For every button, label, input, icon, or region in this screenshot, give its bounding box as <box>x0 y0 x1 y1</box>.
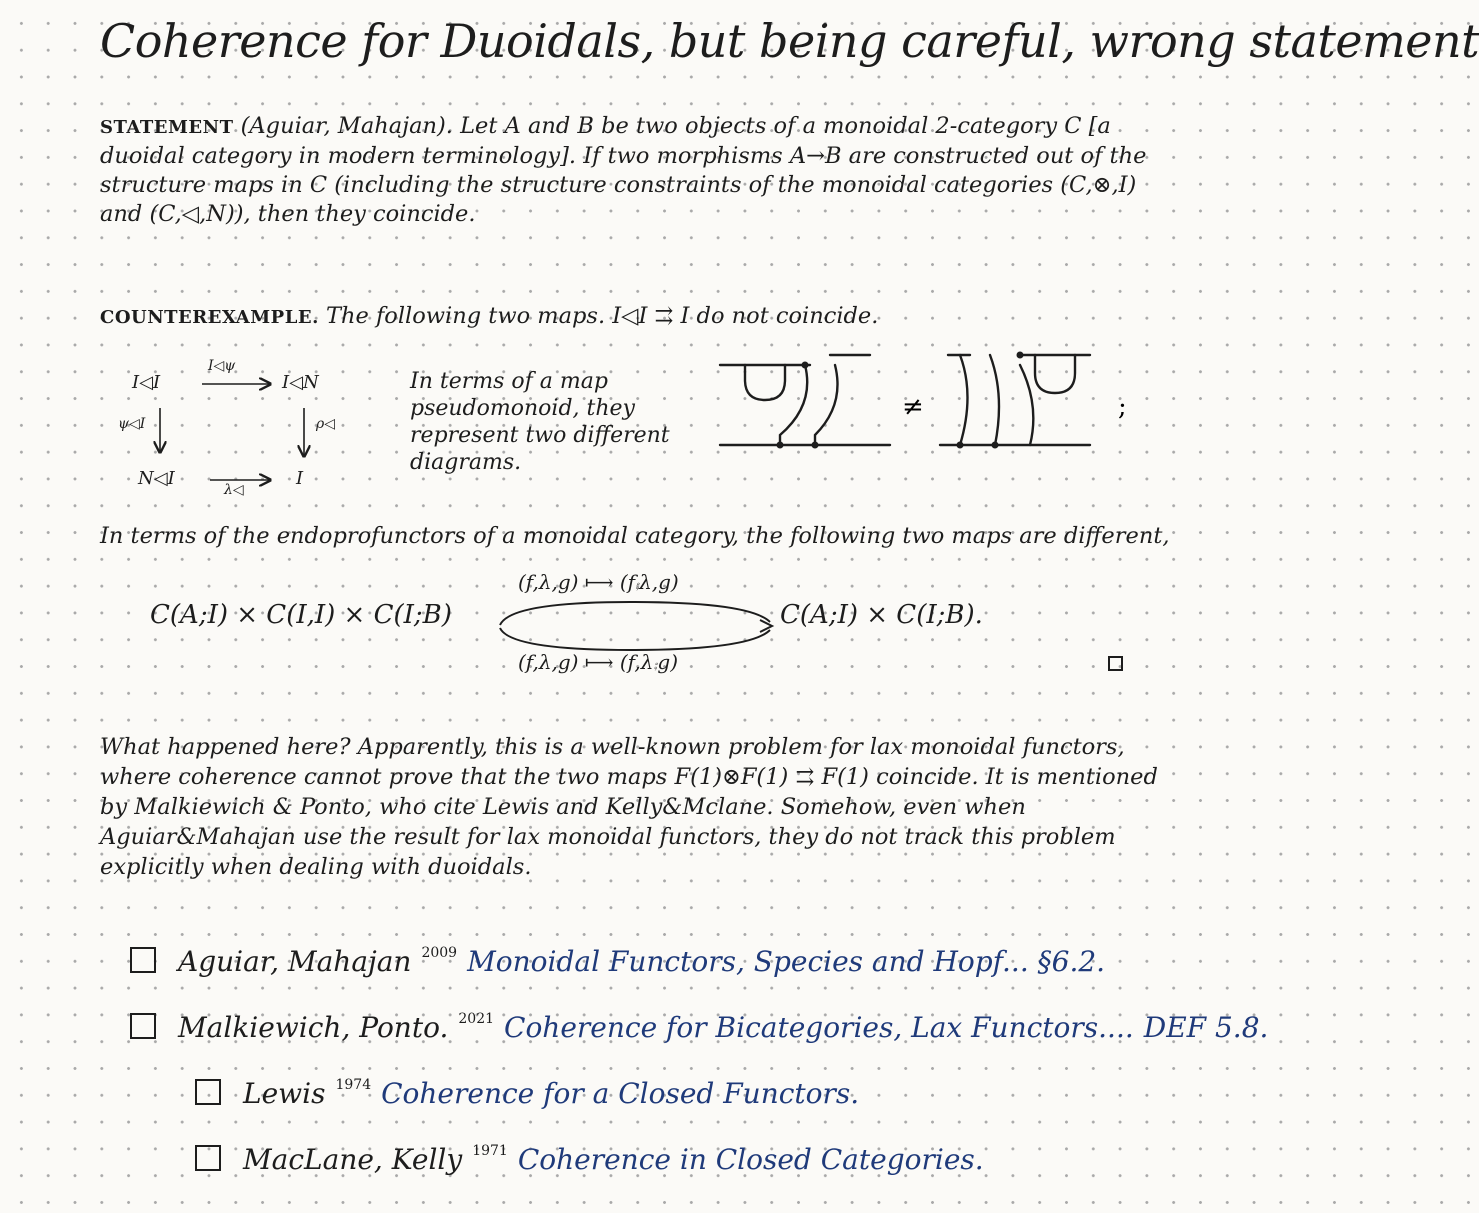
cd-bottom-right: I <box>296 468 304 489</box>
page-title: Coherence for Duoidals, but being careful, wrong statement <box>100 14 1479 68</box>
ref-year: 1974 <box>335 1077 372 1093</box>
reference-item[interactable] <box>195 1143 984 1176</box>
arrowhead <box>760 620 772 632</box>
string-right-strand-3 <box>1020 365 1033 445</box>
neq-symbol: ≠ <box>902 392 924 422</box>
string-left-cup <box>745 365 785 400</box>
formula-target: C(A;I) × C(I;B). <box>780 600 983 630</box>
cd-right-arrow-label: ρ◁ <box>316 416 335 432</box>
string-right-cup <box>1035 355 1075 393</box>
ref-authors: Lewis <box>243 1077 326 1110</box>
ref-year: 2009 <box>421 945 458 961</box>
cd-left-arrow-label: ψ◁I <box>118 416 146 432</box>
string-right-strand-2 <box>990 355 999 445</box>
qed-box <box>1108 656 1123 671</box>
top-arrow-label: (f,λ,g) ⟼ (f⨾λ,g) <box>518 570 679 594</box>
counterexample-text: The following two maps. I◁I ⇉ I do not coincide. <box>326 303 879 329</box>
checkbox[interactable] <box>130 1013 156 1039</box>
counterexample-line <box>100 302 1100 332</box>
ref-authors: MacLane, Kelly <box>243 1143 463 1176</box>
ref-title: Coherence for a Closed Functors. <box>381 1077 860 1110</box>
string-right-strand-1 <box>960 355 968 445</box>
ref-authors: Aguiar, Mahajan <box>178 945 412 978</box>
statement-label: STATEMENT <box>100 117 234 138</box>
counterexample-label: COUNTEREXAMPLE. <box>100 307 319 328</box>
checkbox[interactable] <box>195 1145 221 1171</box>
top-curved-arrow <box>500 602 770 625</box>
ref-title: Monoidal Functors, Species and Hopf... §6.2. <box>467 945 1106 978</box>
cd-bottom-left: N◁I <box>138 468 175 489</box>
bottom-curved-arrow <box>500 628 770 650</box>
cd-top-arrow-label: I◁ψ <box>208 358 236 374</box>
ref-year: 1971 <box>472 1143 508 1159</box>
bottom-arrow-label: (f,λ,g) ⟼ (f,λ⨾g) <box>518 650 679 674</box>
ref-title: Coherence in Closed Categories. <box>517 1143 984 1176</box>
pseudomonoid-note: In terms of a map pseudomonoid, they represent two different diagrams. <box>410 369 670 475</box>
string-left-strand-2 <box>815 365 838 445</box>
cd-top-right: I◁N <box>282 372 319 393</box>
reference-item[interactable] <box>130 1011 1268 1044</box>
reference-item[interactable] <box>130 945 1105 978</box>
checkbox[interactable] <box>195 1079 221 1105</box>
cd-bottom-arrow-label: λ◁ <box>224 482 244 498</box>
ref-authors: Malkiewich, Ponto. <box>178 1011 449 1044</box>
formula-source: C(A;I) × C(I,I) × C(I;B) <box>150 600 452 630</box>
cd-top-left: I◁I <box>132 372 161 393</box>
statement-text: (Aguiar, Mahajan). Let A and B be two objects of a monoidal 2-category C [a duoidal category in modern terminology]. If two morphisms A→B are constructed out of the structure maps in C (including the structure constraints of the monoidal categories (C,⊗,I) and (C,◁,N)), then they coincide. <box>100 113 1147 227</box>
ref-title: Coherence for Bicategories, Lax Functors.... <box>504 1011 1134 1044</box>
endoprofunctor-paragraph: In terms of the endoprofunctors of a monoidal category, the following two maps are different, <box>100 523 1170 549</box>
cd-arrows <box>110 358 370 498</box>
string-diagrams <box>720 345 1140 465</box>
what-happened-paragraph: What happened here? Apparently, this is a well-known problem for lax monoidal functors, where coherence cannot prove that the two maps F(1)⊗F(1) ⇉ F(1) coincide. It is mentioned by Malkiewich & Ponto, who cite Lewis and Kelly&Mclane. Somehow, even when Aguiar&Mahajan use the result for lax monoidal functors, they do not track this problem explicitly when dealing with duoidals. <box>100 734 1158 880</box>
checkbox[interactable] <box>130 947 156 973</box>
commutative-diagram <box>110 358 370 498</box>
reference-item[interactable] <box>195 1077 859 1110</box>
ref-extra: DEF 5.8. <box>1143 1011 1269 1044</box>
ref-year: 2021 <box>458 1011 495 1027</box>
statement-paragraph <box>100 112 1180 229</box>
semicolon: ; <box>1118 392 1127 422</box>
